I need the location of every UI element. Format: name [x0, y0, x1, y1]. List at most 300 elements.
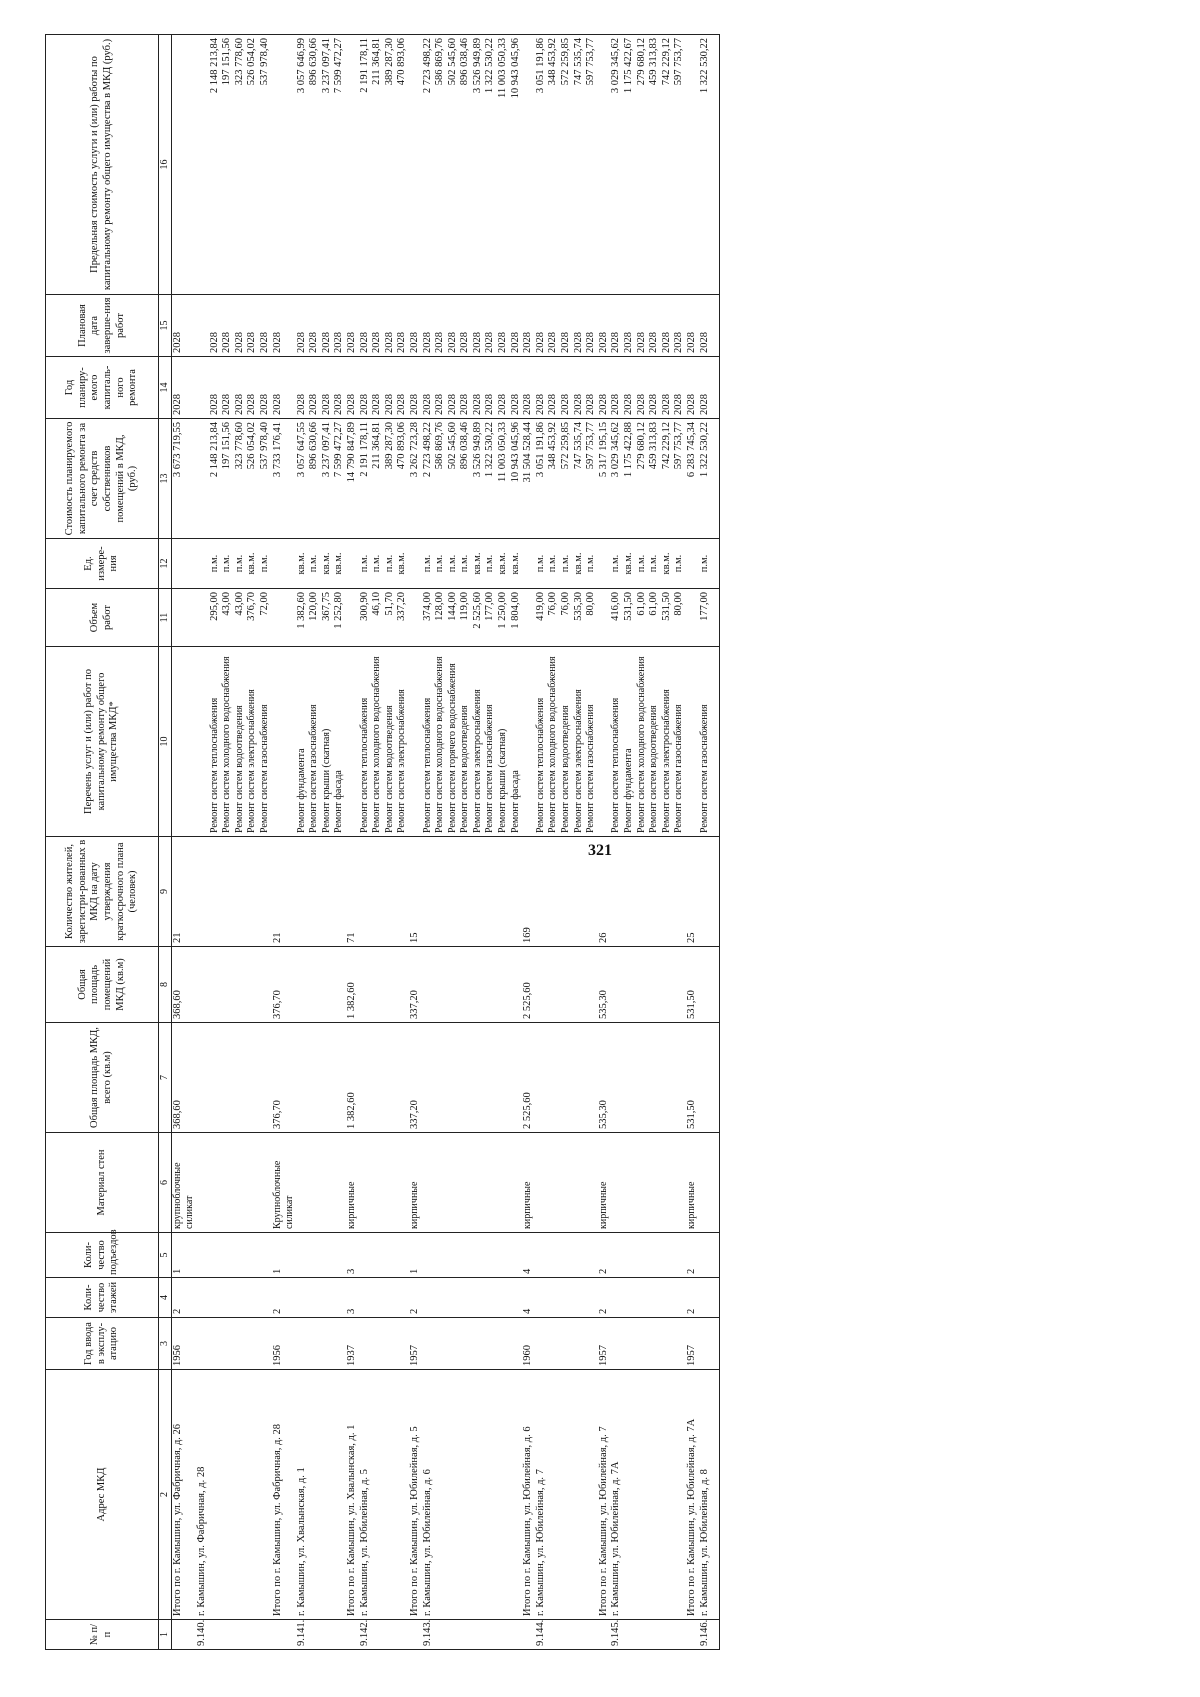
- table-cell-col-13: 197 151,56: [221, 419, 234, 539]
- table-cell-col-13: 1 175 422,88: [623, 419, 636, 539]
- table-cell-col-14: 2028: [673, 357, 686, 419]
- table-cell-col-16: 348 453,92: [547, 35, 560, 295]
- table-cell-col-11: 1 804,00: [510, 589, 523, 647]
- table-cell-col-13: 323 778,60: [234, 419, 247, 539]
- table-cell-col-2: г. Камышин, ул. Юбилейная, д. 8: [699, 1370, 712, 1620]
- table-cell-col-8: [246, 947, 259, 1023]
- table-cell-col-8: [661, 947, 674, 1023]
- table-cell-col-11: [172, 589, 197, 647]
- table-cell-col-9: [510, 837, 523, 947]
- table-cell-col-13: 348 453,92: [547, 419, 560, 539]
- table-cell-col-6: [447, 1133, 460, 1233]
- table-cell-col-13: 3 051 191,86: [535, 419, 548, 539]
- table-cell-col-7: [371, 1023, 384, 1133]
- table-cell-col-10: Ремонт фасада: [333, 647, 346, 837]
- table-cell-col-15: 2028: [447, 295, 460, 357]
- table-cell-col-12: п.м.: [484, 539, 497, 589]
- table-cell-col-5: 2: [686, 1233, 699, 1278]
- table-cell-col-15: [196, 295, 209, 357]
- table-cell-col-14: 2028: [661, 357, 674, 419]
- table-cell-col-15: 2028: [623, 295, 636, 357]
- table-row: [472, 35, 485, 1650]
- table-row: [636, 35, 649, 1650]
- table-cell-col-10: Ремонт систем газоснабжения: [585, 647, 598, 837]
- table-cell-col-12: [172, 539, 197, 589]
- table-cell-col-2: [308, 1370, 321, 1620]
- column-number: 9: [159, 837, 172, 947]
- table-cell-col-2: [573, 1370, 586, 1620]
- table-cell-col-13: 7 599 472,27: [333, 419, 346, 539]
- table-cell-col-4: [221, 1278, 234, 1318]
- table-cell-col-7: [321, 1023, 334, 1133]
- table-cell-col-5: [510, 1233, 523, 1278]
- table-cell-col-1: [333, 1620, 346, 1650]
- table-cell-col-6: [648, 1133, 661, 1233]
- header-cell-12: Ед. измере-ния: [46, 539, 159, 589]
- table-cell-col-8: [384, 947, 397, 1023]
- table-cell-col-14: 2028: [699, 357, 712, 419]
- table-cell-col-13: 3 237 097,41: [321, 419, 334, 539]
- table-cell-col-1: [623, 1620, 636, 1650]
- table-cell-col-12: п.м.: [459, 539, 472, 589]
- table-cell-col-4: [196, 1278, 209, 1318]
- table-cell-col-15: 2028: [560, 295, 573, 357]
- table-cell-col-4: [359, 1278, 372, 1318]
- table-cell-col-3: [699, 1318, 712, 1370]
- table-cell-col-10: Ремонт систем теплоснабжения: [535, 647, 548, 837]
- table-cell-col-3: [246, 1318, 259, 1370]
- table-cell-col-6: [610, 1133, 623, 1233]
- table-cell-col-13: 2 723 498,22: [422, 419, 435, 539]
- table-cell-col-14: 2028: [573, 357, 586, 419]
- table-cell-col-13: 3 262 723,28: [409, 419, 422, 539]
- table-cell-col-14: 2028: [484, 357, 497, 419]
- table-cell-col-11: 376,70: [246, 589, 259, 647]
- table-cell-col-8: [623, 947, 636, 1023]
- table-cell-col-16: 742 229,12: [661, 35, 674, 295]
- table-cell-col-4: [434, 1278, 447, 1318]
- table-header-row: [46, 35, 159, 1650]
- table-cell-col-16: 586 869,76: [434, 35, 447, 295]
- table-row: [585, 35, 598, 1650]
- table-cell-col-13: 742 229,12: [661, 419, 674, 539]
- table-cell-col-15: 2028: [648, 295, 661, 357]
- table-cell-col-9: 25: [686, 837, 699, 947]
- table-cell-col-10: [196, 647, 209, 837]
- table-cell-col-9: [209, 837, 222, 947]
- table-cell-empty: [711, 647, 720, 837]
- table-cell-col-6: кирпичные: [598, 1133, 611, 1233]
- table-cell-col-16: 572 259,85: [560, 35, 573, 295]
- table-cell-col-11: 119,00: [459, 589, 472, 647]
- table-cell-col-8: 535,30: [598, 947, 611, 1023]
- table-cell-col-1: [522, 1620, 535, 1650]
- table-cell-col-15: 2028: [610, 295, 623, 357]
- table-cell-col-15: 2028: [272, 295, 296, 357]
- table-cell-col-1: [321, 1620, 334, 1650]
- table-cell-col-6: [560, 1133, 573, 1233]
- table-cell-col-15: 2028: [346, 295, 359, 357]
- table-cell-col-3: 1957: [598, 1318, 611, 1370]
- table-cell-col-3: [384, 1318, 397, 1370]
- table-cell-col-13: 896 630,66: [308, 419, 321, 539]
- table-cell-col-4: 2: [598, 1278, 611, 1318]
- column-number: 6: [159, 1133, 172, 1233]
- table-cell-col-14: 2028: [346, 357, 359, 419]
- table-cell-col-2: [246, 1370, 259, 1620]
- table-cell-col-12: п.м.: [371, 539, 384, 589]
- table-cell-col-12: п.м.: [547, 539, 560, 589]
- table-cell-col-13: 11 003 050,33: [497, 419, 510, 539]
- table-cell-col-2: [221, 1370, 234, 1620]
- table-cell-col-5: 1: [272, 1233, 296, 1278]
- column-number: 1: [159, 1620, 172, 1650]
- table-cell-col-15: 2028: [221, 295, 234, 357]
- table-cell-col-6: [296, 1133, 309, 1233]
- table-cell-col-5: [497, 1233, 510, 1278]
- table-cell-empty: [711, 35, 720, 295]
- table-cell-col-10: Ремонт систем водоотведения: [234, 647, 247, 837]
- table-cell-col-16: 3 029 345,62: [610, 35, 623, 295]
- table-row: [422, 35, 435, 1650]
- table-cell-col-8: 337,20: [409, 947, 422, 1023]
- table-cell-col-12: п.м.: [308, 539, 321, 589]
- table-cell-col-2: г. Камышин, ул. Хвалынская, д. 1: [296, 1370, 309, 1620]
- table-cell-col-15: 2028: [484, 295, 497, 357]
- table-cell-col-6: кирпичные: [409, 1133, 422, 1233]
- table-cell-col-16: 3 057 646,99: [296, 35, 309, 295]
- table-cell-col-11: 2 525,60: [472, 589, 485, 647]
- table-cell-col-2: [396, 1370, 409, 1620]
- table-cell-col-5: 4: [522, 1233, 535, 1278]
- table-row-total: [598, 35, 611, 1650]
- table-cell-col-16: 2 723 498,22: [422, 35, 435, 295]
- table-cell-col-16: 323 778,60: [234, 35, 247, 295]
- table-cell-col-14: 2028: [246, 357, 259, 419]
- table-cell-col-11: [196, 589, 209, 647]
- table-cell-col-8: [259, 947, 272, 1023]
- table-cell-col-2: г. Камышин, ул. Юбилейная, д. 5: [359, 1370, 372, 1620]
- table-cell-col-5: [648, 1233, 661, 1278]
- table-cell-col-9: [434, 837, 447, 947]
- table-cell-col-11: 531,50: [623, 589, 636, 647]
- table-cell-col-11: 51,70: [384, 589, 397, 647]
- table-row: [547, 35, 560, 1650]
- table-cell-col-11: [522, 589, 535, 647]
- table-cell-col-12: [686, 539, 699, 589]
- table-row: [497, 35, 510, 1650]
- table-cell-col-8: [547, 947, 560, 1023]
- table-cell-col-15: 2028: [422, 295, 435, 357]
- table-cell-col-9: [359, 837, 372, 947]
- table-cell-col-12: кв.м.: [246, 539, 259, 589]
- table-cell-col-4: [459, 1278, 472, 1318]
- table-cell-col-8: [333, 947, 346, 1023]
- table-cell-col-12: п.м.: [209, 539, 222, 589]
- table-cell-col-4: [209, 1278, 222, 1318]
- table-cell-col-9: [623, 837, 636, 947]
- table-cell-col-11: 61,00: [648, 589, 661, 647]
- table-cell-col-4: [396, 1278, 409, 1318]
- table-cell-col-5: [234, 1233, 247, 1278]
- table-cell-col-11: 61,00: [636, 589, 649, 647]
- table-cell-col-5: [673, 1233, 686, 1278]
- table-cell-col-8: 376,70: [272, 947, 296, 1023]
- table-cell-col-14: 2028: [623, 357, 636, 419]
- table-cell-col-11: 535,30: [573, 589, 586, 647]
- table-cell-col-15: 2028: [699, 295, 712, 357]
- table-cell-col-5: [610, 1233, 623, 1278]
- table-cell-col-9: [648, 837, 661, 947]
- table-cell-col-16: 502 545,60: [447, 35, 460, 295]
- table-cell-col-2: [623, 1370, 636, 1620]
- table-cell-col-1: [510, 1620, 523, 1650]
- table-cell-col-15: 2028: [321, 295, 334, 357]
- table-row: [384, 35, 397, 1650]
- table-row: [359, 35, 372, 1650]
- table-cell-col-3: 1956: [172, 1318, 197, 1370]
- table-row-total: [522, 35, 535, 1650]
- table-cell-col-16: [686, 35, 699, 295]
- column-number: 11: [159, 589, 172, 647]
- table-cell-col-10: Ремонт систем холодного водоснабжения: [221, 647, 234, 837]
- table-cell-col-6: [384, 1133, 397, 1233]
- table-cell-empty: [711, 1023, 720, 1133]
- table-cell-col-8: [447, 947, 460, 1023]
- table-cell-col-3: [636, 1318, 649, 1370]
- table-cell-col-2: Итого по г. Камышин, ул. Юбилейная, д. 7А: [686, 1370, 699, 1620]
- table-cell-col-5: [333, 1233, 346, 1278]
- table-cell-col-8: [234, 947, 247, 1023]
- table-cell-col-1: [234, 1620, 247, 1650]
- table-cell-col-10: Ремонт систем газоснабжения: [308, 647, 321, 837]
- table-cell-col-15: 2028: [396, 295, 409, 357]
- table-row: [484, 35, 497, 1650]
- table-cell-col-1: 9.145.: [610, 1620, 623, 1650]
- table-cell-col-15: 2028: [172, 295, 197, 357]
- table-cell-col-12: [272, 539, 296, 589]
- table-cell-col-2: [497, 1370, 510, 1620]
- table-cell-col-16: 896 038,46: [459, 35, 472, 295]
- table-cell-col-4: 2: [272, 1278, 296, 1318]
- table-cell-col-9: [497, 837, 510, 947]
- table-cell-col-10: Ремонт систем водоотведения: [648, 647, 661, 837]
- table-row: [661, 35, 674, 1650]
- table-cell-col-9: [371, 837, 384, 947]
- table-cell-col-11: [686, 589, 699, 647]
- table-cell-col-10: [522, 647, 535, 837]
- table-row: [510, 35, 523, 1650]
- table-cell-col-3: 1957: [409, 1318, 422, 1370]
- table-cell-col-3: 1937: [346, 1318, 359, 1370]
- table-cell-col-4: [585, 1278, 598, 1318]
- table-cell-col-4: [535, 1278, 548, 1318]
- table-cell-col-3: [459, 1318, 472, 1370]
- table-cell-col-12: [598, 539, 611, 589]
- table-cell-col-13: 10 943 045,96: [510, 419, 523, 539]
- table-cell-col-10: Ремонт систем электроснабжения: [246, 647, 259, 837]
- table-cell-empty: [711, 295, 720, 357]
- table-cell-col-2: [472, 1370, 485, 1620]
- table-cell-col-9: 169: [522, 837, 535, 947]
- table-cell-col-1: [686, 1620, 699, 1650]
- table-cell-col-12: п.м.: [384, 539, 397, 589]
- table-cell-col-15: 2028: [573, 295, 586, 357]
- table-cell-col-14: [196, 357, 209, 419]
- table-cell-col-2: [484, 1370, 497, 1620]
- table-cell-col-1: [598, 1620, 611, 1650]
- table-cell-col-11: 80,00: [585, 589, 598, 647]
- table-cell-col-12: п.м.: [535, 539, 548, 589]
- header-cell-13: Стоимость планируемого капитального ремонта за счет средств собственников помещений в МКД, (руб.): [46, 419, 159, 539]
- table-cell-col-8: 531,50: [686, 947, 699, 1023]
- table-cell-col-7: [661, 1023, 674, 1133]
- table-cell-col-15: 2028: [308, 295, 321, 357]
- table-cell-col-8: [472, 947, 485, 1023]
- table-cell-col-5: [699, 1233, 712, 1278]
- table-cell-col-15: 2028: [409, 295, 422, 357]
- table-cell-col-12: п.м.: [422, 539, 435, 589]
- table-cell-col-13: 586 869,76: [434, 419, 447, 539]
- table-cell-col-3: [510, 1318, 523, 1370]
- table-cell-col-9: [610, 837, 623, 947]
- table-cell-col-5: [573, 1233, 586, 1278]
- column-number: 14: [159, 357, 172, 419]
- table-cell-col-4: [246, 1278, 259, 1318]
- table-cell-col-4: [234, 1278, 247, 1318]
- table-cell-col-7: [484, 1023, 497, 1133]
- table-cell-col-9: [296, 837, 309, 947]
- table-cell-col-9: [196, 837, 209, 947]
- table-row: [221, 35, 234, 1650]
- table-cell-col-10: [346, 647, 359, 837]
- table-cell-col-14: 2028: [272, 357, 296, 419]
- table-cell-col-4: 2: [172, 1278, 197, 1318]
- table-cell-col-12: [409, 539, 422, 589]
- table-row: [246, 35, 259, 1650]
- table-cell-col-16: 537 978,40: [259, 35, 272, 295]
- table-cell-col-13: 6 283 745,34: [686, 419, 699, 539]
- table-cell-col-13: 5 317 195,15: [598, 419, 611, 539]
- table-row: [234, 35, 247, 1650]
- table-cell-col-4: [573, 1278, 586, 1318]
- table-row: [333, 35, 346, 1650]
- table-cell-col-9: [484, 837, 497, 947]
- header-cell-11: Объем работ: [46, 589, 159, 647]
- table-row: [535, 35, 548, 1650]
- table-row: [434, 35, 447, 1650]
- table-cell-col-10: Ремонт систем газоснабжения: [699, 647, 712, 837]
- table-cell-col-8: 368,60: [172, 947, 197, 1023]
- table-cell-col-3: [234, 1318, 247, 1370]
- table-row: [623, 35, 636, 1650]
- table-cell-col-5: [359, 1233, 372, 1278]
- table-cell-col-10: Ремонт систем теплоснабжения: [610, 647, 623, 837]
- table-cell-col-7: [547, 1023, 560, 1133]
- table-cell-col-3: [221, 1318, 234, 1370]
- table-cell-col-9: [221, 837, 234, 947]
- table-cell-col-15: 2028: [547, 295, 560, 357]
- column-number: 15: [159, 295, 172, 357]
- table-cell-col-3: [673, 1318, 686, 1370]
- table-cell-col-1: 9.141.: [296, 1620, 309, 1650]
- table-cell-col-6: [535, 1133, 548, 1233]
- table-cell-empty: [711, 1278, 720, 1318]
- table-cell-col-8: [434, 947, 447, 1023]
- table-cell-col-4: 2: [409, 1278, 422, 1318]
- table-cell-col-14: 2028: [648, 357, 661, 419]
- table-cell-col-10: Ремонт крыши (скатная): [321, 647, 334, 837]
- table-cell-col-1: 9.142.: [359, 1620, 372, 1650]
- table-cell-col-8: [321, 947, 334, 1023]
- table-cell-col-1: [371, 1620, 384, 1650]
- table-cell-col-13: 470 893,06: [396, 419, 409, 539]
- table-row: [196, 35, 209, 1650]
- table-cell-col-9: [535, 837, 548, 947]
- table-cell-col-16: 11 003 050,33: [497, 35, 510, 295]
- table-cell-col-6: [422, 1133, 435, 1233]
- table-cell-col-15: 2028: [333, 295, 346, 357]
- table-cell-col-5: [396, 1233, 409, 1278]
- table-cell-col-10: Ремонт фундамента: [296, 647, 309, 837]
- table-cell-col-2: [673, 1370, 686, 1620]
- table-cell-col-14: 2028: [547, 357, 560, 419]
- table-cell-col-6: крупноблочные силикат: [172, 1133, 197, 1233]
- table-cell-col-9: [333, 837, 346, 947]
- table-cell-col-2: [510, 1370, 523, 1620]
- table-cell-col-5: [308, 1233, 321, 1278]
- table-cell-col-3: [497, 1318, 510, 1370]
- table-cell-col-2: Итого по г. Камышин, ул. Фабричная, д. 28: [272, 1370, 296, 1620]
- table-cell-col-9: 21: [272, 837, 296, 947]
- table-cell-col-1: [272, 1620, 296, 1650]
- table-cell-col-15: 2028: [673, 295, 686, 357]
- table-cell-col-6: [308, 1133, 321, 1233]
- table-cell-col-5: [321, 1233, 334, 1278]
- table-cell-col-1: [459, 1620, 472, 1650]
- table-cell-col-14: 2028: [422, 357, 435, 419]
- table-cell-col-4: [308, 1278, 321, 1318]
- table-cell-col-13: 1 322 530,22: [484, 419, 497, 539]
- table-cell-col-16: 2 191 178,11: [359, 35, 372, 295]
- table-cell-col-13: 279 680,12: [636, 419, 649, 539]
- table-cell-col-7: [459, 1023, 472, 1133]
- table-cell-col-9: [472, 837, 485, 947]
- table-cell-col-14: 2028: [371, 357, 384, 419]
- table-cell-col-5: [259, 1233, 272, 1278]
- table-cell-col-8: 2 525,60: [522, 947, 535, 1023]
- table-cell-col-12: кв.м.: [333, 539, 346, 589]
- table-cell-col-8: [560, 947, 573, 1023]
- table-cell-col-8: [308, 947, 321, 1023]
- table-cell-col-12: кв.м.: [573, 539, 586, 589]
- table-cell-col-13: 3 733 176,41: [272, 419, 296, 539]
- table-cell-col-7: [196, 1023, 209, 1133]
- table-cell-col-7: [673, 1023, 686, 1133]
- table-cell-col-13: 1 322 530,22: [699, 419, 712, 539]
- table-cell-col-2: [661, 1370, 674, 1620]
- table-cell-col-4: [673, 1278, 686, 1318]
- table-cell-empty: [711, 837, 720, 947]
- table-cell-col-14: 2028: [497, 357, 510, 419]
- table-cell-col-4: 3: [346, 1278, 359, 1318]
- table-cell-col-13: 597 753,77: [585, 419, 598, 539]
- table-cell-col-16: [409, 35, 422, 295]
- column-number: 13: [159, 419, 172, 539]
- column-number-row: [159, 35, 172, 1650]
- table-cell-col-4: [547, 1278, 560, 1318]
- table-cell-col-16: 389 287,30: [384, 35, 397, 295]
